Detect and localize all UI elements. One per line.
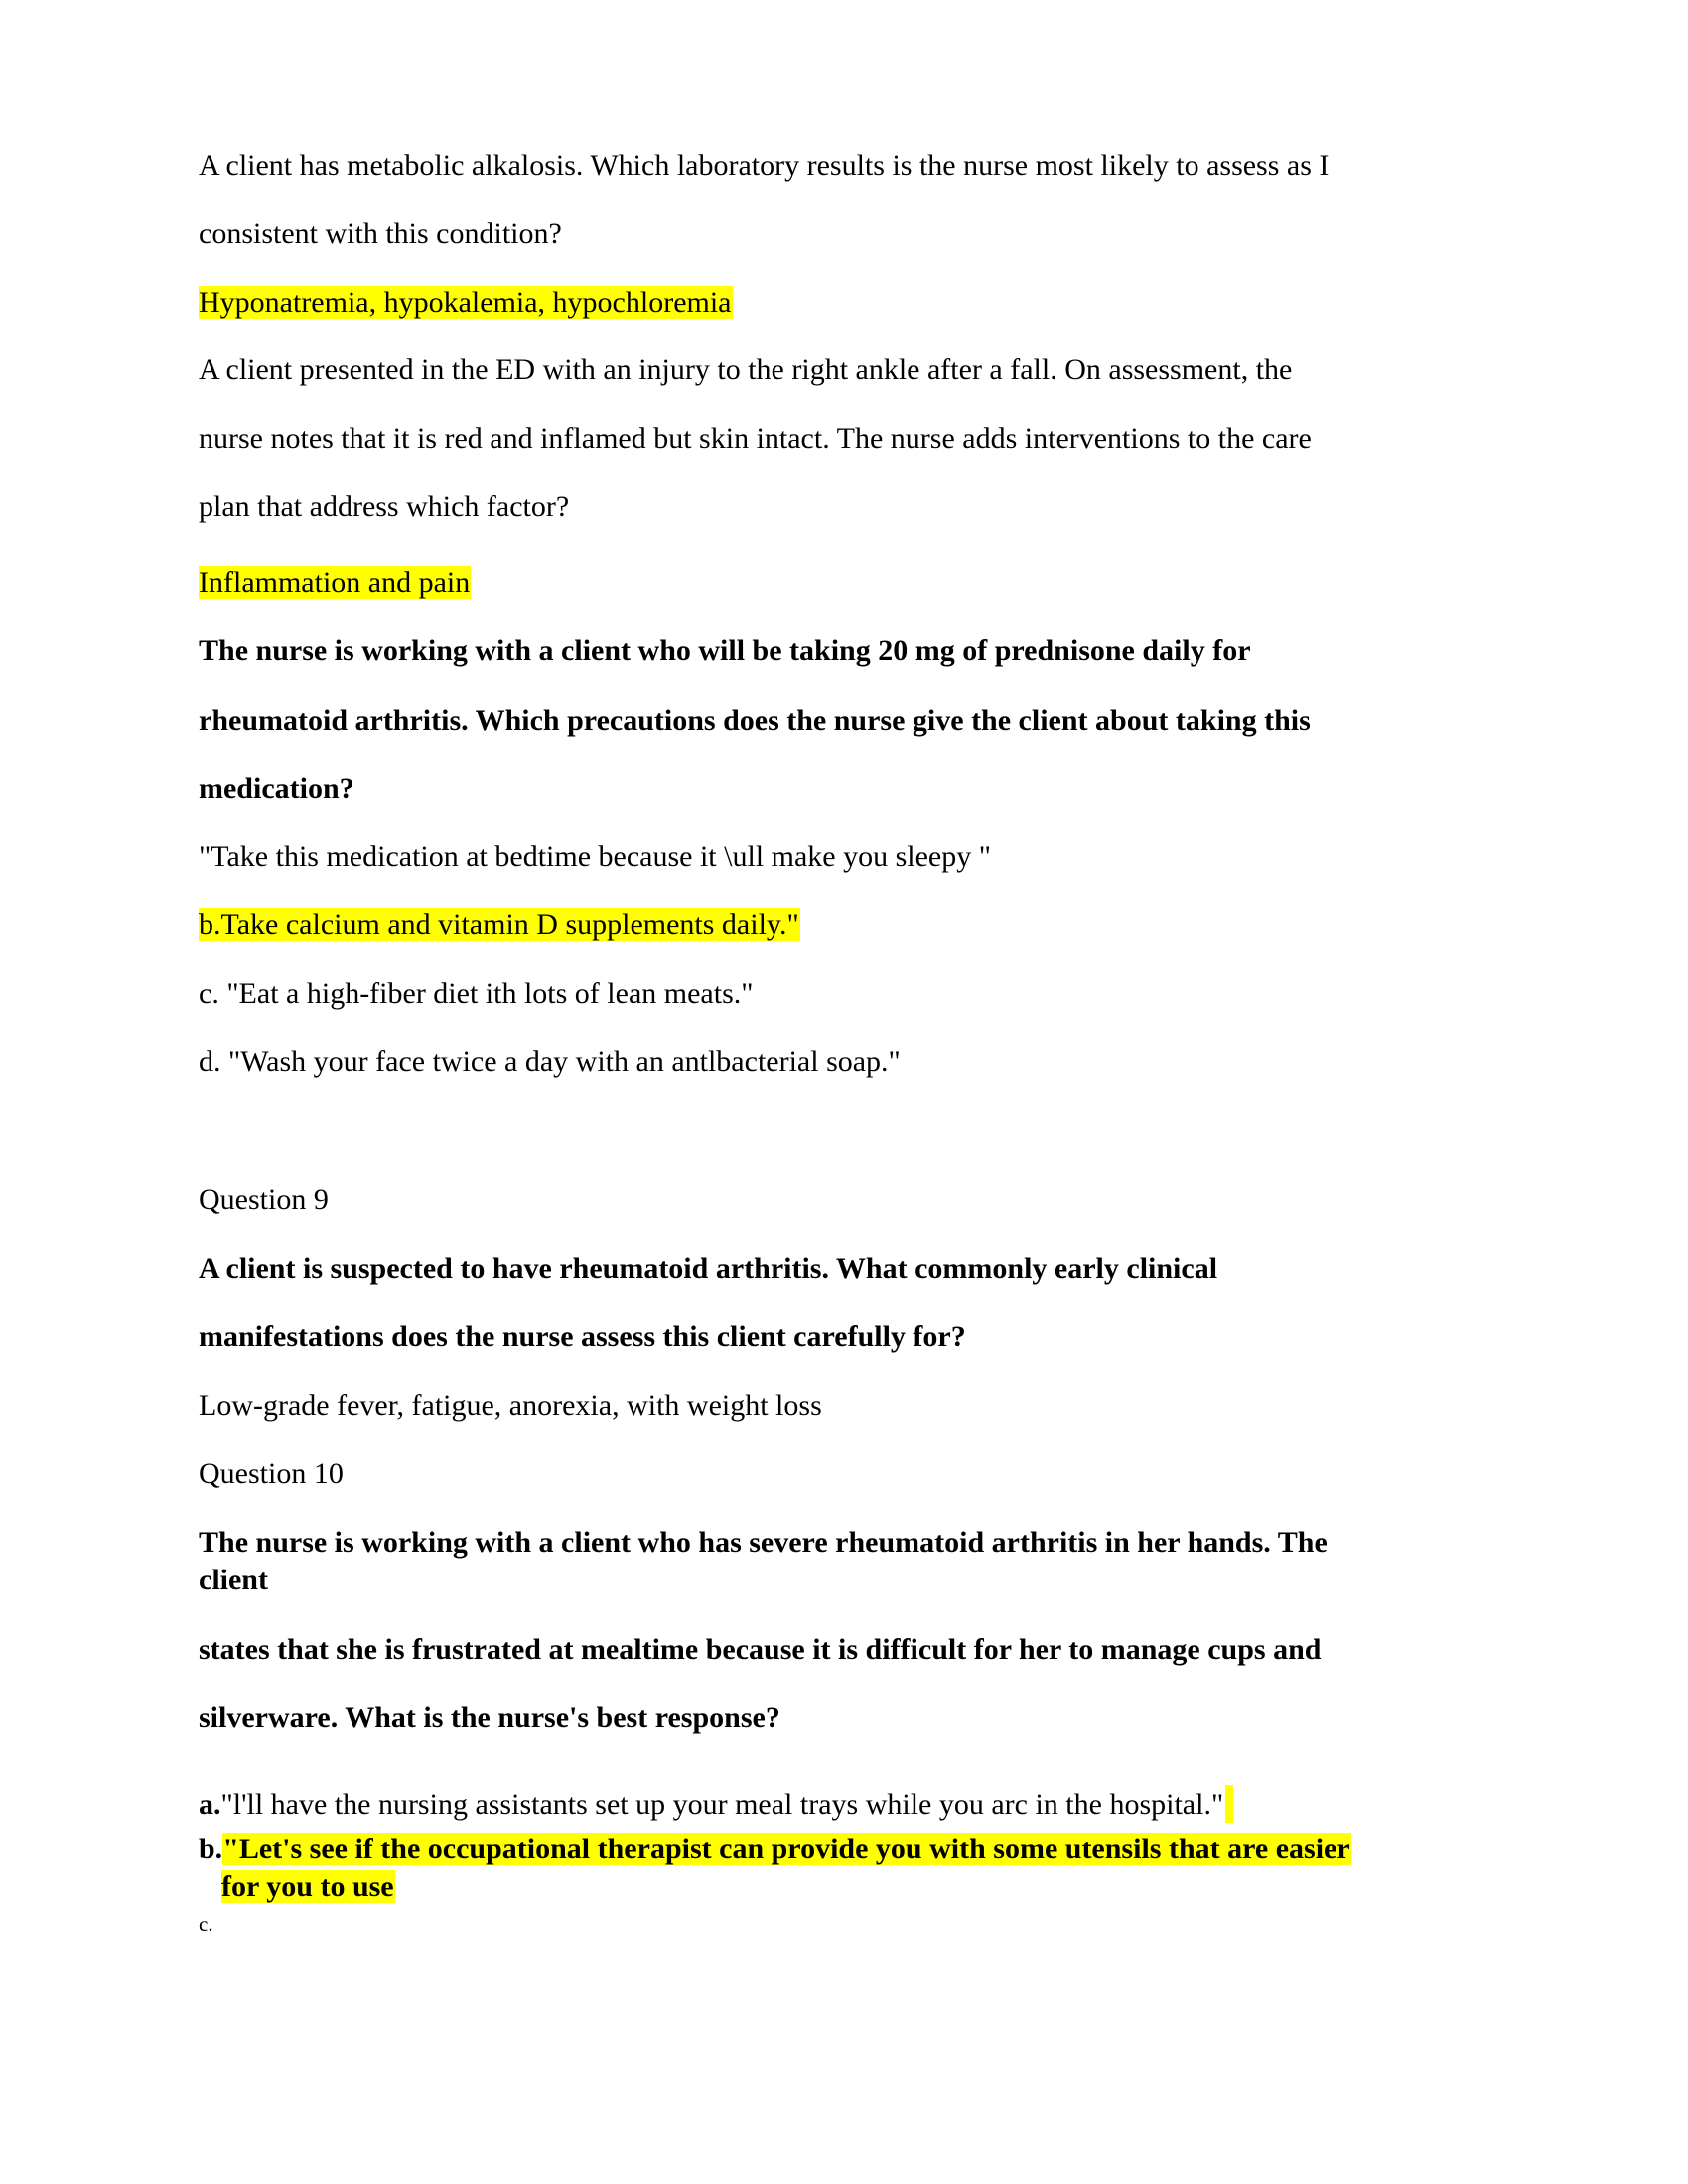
question-text: medication? [199, 772, 354, 805]
highlighted-answer: for you to use [221, 1870, 394, 1903]
question-text: manifestations does the nurse assess this client carefully for? [199, 1320, 966, 1353]
question-text: The nurse is working with a client who has severe rheumatoid arthritis in her hands. The [199, 1526, 1328, 1559]
highlighted-answer: b.Take calcium and vitamin D supplements daily." [199, 908, 799, 941]
answer-line [199, 288, 733, 318]
highlighted-answer: Hyponatremia, hypokalemia, hypochloremia [199, 286, 732, 319]
question-text: The nurse is working with a client who will be taking 20 mg of prednisone daily for [199, 634, 1251, 667]
question-label: Question 10 [199, 1457, 344, 1490]
question-text: plan that address which factor? [199, 490, 570, 523]
question-text: A client presented in the ED with an injury to the right ankle after a fall. On assessment, the [199, 353, 1293, 386]
question-text: client [199, 1564, 268, 1596]
question-text: A client has metabolic alkalosis. Which laboratory results is the nurse most likely to assess as I [199, 149, 1330, 182]
option-c: c. "Eat a high-fiber diet ith lots of lean meats." [199, 977, 754, 1010]
option-a: "Take this medication at bedtime because it \ull make you sleepy " [199, 840, 991, 873]
option-c: c. [199, 1912, 213, 1936]
highlighted-answer: "Let's see if the occupational therapist can provide you with some utensils that are easier [222, 1833, 1350, 1865]
option-letter: b. [199, 1833, 223, 1865]
answer-line [199, 568, 471, 598]
option-b-correct [199, 910, 800, 940]
question-text: states that she is frustrated at mealtime because it is difficult for her to manage cups and [199, 1633, 1322, 1666]
option-b-correct [199, 1835, 1351, 1864]
question-label: Question 9 [199, 1183, 329, 1216]
question-text: A client is suspected to have rheumatoid arthritis. What commonly early clinical [199, 1252, 1218, 1285]
option-d: d. "Wash your face twice a day with an antlbacterial soap." [199, 1045, 901, 1078]
highlight-mark [1225, 1785, 1233, 1823]
option-a [199, 1785, 1233, 1823]
highlighted-answer: Inflammation and pain [199, 566, 471, 599]
question-text: consistent with this condition? [199, 217, 562, 250]
question-text: silverware. What is the nurse's best response? [199, 1702, 780, 1734]
option-text: "l'll have the nursing assistants set up your meal trays while you arc in the hospital." [220, 1788, 1224, 1821]
option-b-continuation [221, 1872, 395, 1902]
answer-text: Low-grade fever, fatigue, anorexia, with weight loss [199, 1389, 822, 1422]
option-letter: a. [199, 1788, 221, 1821]
question-text: nurse notes that it is red and inflamed but skin intact. The nurse adds interventions to the care [199, 422, 1312, 455]
question-text: rheumatoid arthritis. Which precautions does the nurse give the client about taking this [199, 704, 1311, 737]
